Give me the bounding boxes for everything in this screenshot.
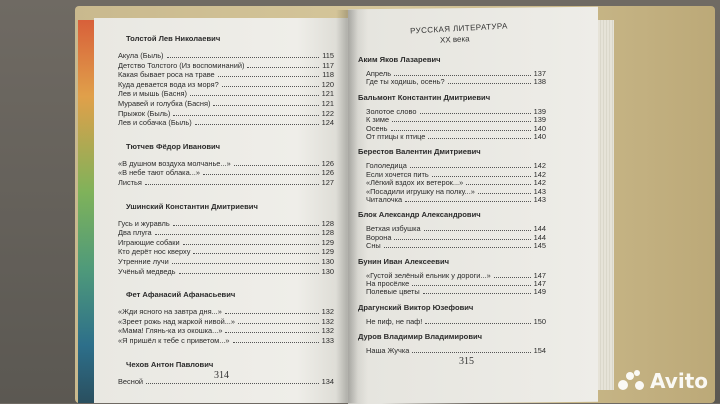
toc-entry-title: «Посадили игрушку на полку...» (366, 186, 475, 196)
toc-entry-title: Лев и мышь (Басня) (118, 89, 188, 99)
toc-author: Чехов Антон Павлович (126, 359, 214, 369)
toc-entry-page: 133 (321, 336, 334, 345)
toc-leader-dots (384, 246, 531, 248)
left-page-number: 314 (214, 370, 229, 381)
toc-leader-dots (412, 284, 531, 286)
toc-entry-page: 142 (533, 169, 546, 179)
toc-leader-dots (222, 85, 319, 87)
toc-entry-page: 137 (533, 69, 546, 78)
toc-entry-page: 122 (321, 108, 334, 118)
toc-leader-dots (167, 56, 319, 58)
toc-entry-title: «Мама! Глянь-ка из окошка...» (118, 326, 223, 336)
toc-entry-title: Гололедица (366, 161, 407, 171)
toc-entry-title: «Густой зелёный ельник у дороги...» (366, 270, 491, 280)
toc-entry-title: Кто дерёт нос кверху (118, 247, 191, 257)
toc-entry-page: 129 (321, 237, 334, 247)
toc-leader-dots (420, 112, 532, 114)
toc-entry-page: 142 (533, 178, 546, 188)
toc-author: Драгунский Виктор Юзефович (358, 302, 474, 312)
toc-leader-dots (195, 123, 319, 125)
toc-entry (118, 89, 334, 98)
toc-leader-dots (412, 351, 531, 353)
toc-entry (118, 168, 334, 177)
toc-entry (118, 51, 334, 60)
toc-entry-title: Акула (Быль) (118, 51, 164, 60)
toc-entry (118, 247, 334, 256)
toc-leader-dots (145, 183, 319, 185)
toc-entry-page: 128 (321, 228, 334, 238)
toc-leader-dots (218, 75, 319, 77)
toc-entry-page: 143 (533, 186, 546, 196)
toc-entry (118, 61, 334, 70)
toc-author: Бунин Иван Алексеевич (358, 256, 450, 266)
toc-leader-dots (193, 252, 319, 254)
toc-entry (366, 317, 546, 326)
toc-entry (366, 241, 546, 250)
toc-entry-page: 126 (321, 168, 334, 178)
toc-entry-title: Играющие собаки (118, 237, 180, 247)
toc-leader-dots (410, 166, 531, 168)
toc-leader-dots (213, 104, 319, 106)
toc-entry-title: «В небе тают облака...» (118, 168, 200, 178)
toc-leader-dots (425, 322, 531, 324)
toc-leader-dots (179, 272, 319, 274)
avito-logo-icon (618, 370, 644, 392)
toc-entry (118, 317, 334, 326)
toc-entry-title: Ветхая избушка (366, 224, 421, 234)
toc-entry-title: Утренние лучи (118, 257, 169, 266)
toc-author: Фет Афанасий Афанасьевич (126, 290, 236, 300)
toc-entry-page: 150 (533, 316, 546, 326)
toc-entry-title: «В душном воздуха молчанье...» (118, 158, 231, 168)
toc-entry-page: 147 (533, 279, 546, 288)
toc-entry-title: «Лёгкий вздох их ветерок...» (366, 178, 464, 188)
toc-entry-title: Не пиф, не паф! (366, 316, 423, 326)
toc-entry-title: К зиме (366, 115, 390, 125)
toc-entry-title: Весной (118, 376, 144, 386)
toc-entry-title: На просёлке (366, 279, 410, 288)
toc-entry-page: 142 (533, 161, 546, 171)
toc-entry-page: 117 (322, 60, 334, 70)
toc-leader-dots (478, 192, 531, 194)
toc-entry-title: Осень (366, 123, 388, 133)
toc-leader-dots (238, 322, 319, 324)
toc-leader-dots (190, 94, 319, 96)
toc-leader-dots (405, 200, 531, 202)
toc-entry-title: От птицы к птице (366, 132, 426, 141)
toc-entry-page: 154 (533, 346, 546, 356)
toc-entry-title: Муравей и голубка (Басня) (118, 99, 211, 108)
toc-leader-dots (428, 137, 531, 139)
toc-entry (118, 238, 334, 247)
toc-author: Блок Александр Александрович (358, 210, 481, 220)
toc-entry (118, 159, 334, 168)
toc-leader-dots (173, 224, 319, 226)
toc-entry-title: Детство Толстого (Из воспоминаний) (118, 60, 245, 70)
toc-entry (118, 267, 334, 276)
toc-entry (118, 219, 334, 228)
toc-entry-title: Золотое слово (366, 106, 417, 116)
toc-author: Аким Яков Лазаревич (358, 55, 441, 64)
toc-leader-dots (233, 341, 319, 343)
toc-leader-dots (225, 331, 319, 333)
toc-entry-title: Полевые цветы (366, 287, 420, 297)
toc-author: Берестов Валентин Дмитриевич (358, 147, 481, 157)
right-page-number: 315 (459, 356, 474, 367)
toc-leader-dots (494, 276, 531, 278)
toc-entry-page: 149 (533, 287, 546, 297)
toc-entry (118, 118, 334, 127)
toc-author: Тютчев Фёдор Иванович (126, 141, 221, 151)
toc-leader-dots (424, 229, 531, 231)
toc-entry-page: 143 (533, 195, 546, 204)
toc-entry-title: Если хочется пить (366, 169, 429, 179)
toc-entry-title: Лев и собачка (Быль) (118, 118, 192, 128)
toc-author: Бальмонт Константин Дмитриевич (358, 92, 491, 102)
toc-leader-dots (391, 129, 532, 131)
toc-entry (118, 109, 334, 118)
spine-shadow (336, 10, 358, 403)
toc-entry-page: 139 (533, 115, 546, 125)
toc-leader-dots (225, 312, 319, 314)
toc-entry (366, 132, 546, 141)
toc-entry (118, 257, 334, 266)
toc-entry-page: 115 (322, 51, 334, 60)
toc-entry-page: 144 (533, 232, 546, 242)
toc-entry-page: 118 (322, 70, 334, 80)
toc-leader-dots (146, 382, 319, 384)
toc-author: Дуров Владимир Владимирович (358, 332, 483, 342)
toc-entry-page: 144 (533, 224, 546, 234)
right-page-header-subtitle: XX века (439, 34, 470, 45)
toc-entry-page: 138 (533, 77, 546, 87)
toc-entry (118, 178, 334, 187)
toc-leader-dots (172, 262, 319, 264)
toc-entry-title: «Жди ясного на завтра дня...» (118, 307, 222, 317)
toc-entry-title: Читалочка (366, 195, 403, 204)
toc-author: Ушинский Константин Дмитриевич (126, 201, 258, 211)
toc-entry-title: Где ты ходишь, осень? (366, 77, 445, 87)
toc-entry (366, 346, 546, 355)
toc-entry-page: 130 (321, 266, 334, 276)
toc-entry (118, 228, 334, 237)
toc-entry-page: 139 (533, 106, 546, 116)
toc-entry-title: Ворона (366, 232, 392, 242)
page-edges (598, 20, 614, 390)
toc-entry (366, 287, 546, 296)
toc-entry (118, 70, 334, 79)
toc-leader-dots (183, 243, 319, 245)
toc-entry-title: Два плуга (118, 228, 152, 238)
toc-leader-dots (234, 164, 319, 166)
toc-entry-title: Гусь и журавль (118, 218, 170, 228)
toc-entry (118, 326, 334, 335)
toc-entry-page: 145 (533, 241, 546, 251)
toc-entry-title: «Зреет рожь над жаркой нивой...» (118, 316, 235, 326)
toc-entry-page: 120 (321, 79, 334, 89)
toc-leader-dots (448, 82, 531, 84)
toc-entry-page: 132 (321, 307, 334, 317)
toc-entry-title: Прыжок (Быль) (118, 108, 171, 118)
toc-entry-title: Апрель (366, 69, 392, 78)
toc-entry-page: 140 (533, 123, 546, 133)
toc-entry-page: 140 (533, 132, 546, 141)
toc-leader-dots (392, 120, 531, 122)
toc-entry-page: 132 (321, 316, 334, 326)
toc-leader-dots (173, 114, 319, 116)
toc-entry-page: 130 (321, 257, 334, 266)
avito-watermark (618, 369, 708, 393)
toc-entry (118, 307, 334, 316)
toc-leader-dots (155, 233, 319, 235)
toc-entry-page: 124 (321, 118, 334, 128)
avito-watermark-text: Avito (650, 369, 708, 393)
toc-entry-page: 132 (321, 326, 334, 336)
toc-entry-title: Куда девается вода из моря? (118, 79, 219, 89)
toc-leader-dots (203, 173, 319, 175)
toc-entry-page: 147 (533, 270, 546, 280)
toc-entry-page: 121 (321, 89, 334, 99)
toc-entry-page: 126 (321, 158, 334, 168)
toc-entry-title: Листья (118, 178, 142, 187)
toc-entry (118, 336, 334, 345)
toc-entry-title: Учёный медведь (118, 266, 176, 276)
toc-entry-title: Сны (366, 241, 381, 251)
toc-entry-page: 127 (321, 178, 334, 187)
toc-entry (366, 77, 546, 86)
right-page-header-title: РУССКАЯ ЛИТЕРАТУРА (409, 21, 509, 36)
toc-entry (118, 99, 334, 108)
toc-entry-title: Наша Жучка (366, 346, 410, 356)
toc-entry-page: 128 (321, 218, 334, 228)
toc-entry-page: 121 (321, 99, 334, 108)
toc-leader-dots (432, 175, 531, 177)
toc-entry (118, 80, 334, 89)
toc-author: Толстой Лев Николаевич (126, 34, 221, 43)
toc-entry-page: 134 (321, 376, 334, 386)
toc-entry-title: Какая бывает роса на траве (118, 70, 215, 80)
toc-entry-title: «Я пришёл к тебе с приветом...» (118, 336, 230, 345)
toc-entry (366, 195, 546, 204)
toc-entry-page: 129 (321, 247, 334, 257)
toc-leader-dots (394, 238, 531, 240)
toc-leader-dots (423, 292, 531, 294)
toc-leader-dots (247, 66, 319, 68)
right-table-of-contents (358, 55, 546, 355)
toc-leader-dots (466, 183, 531, 185)
toc-leader-dots (394, 74, 531, 76)
